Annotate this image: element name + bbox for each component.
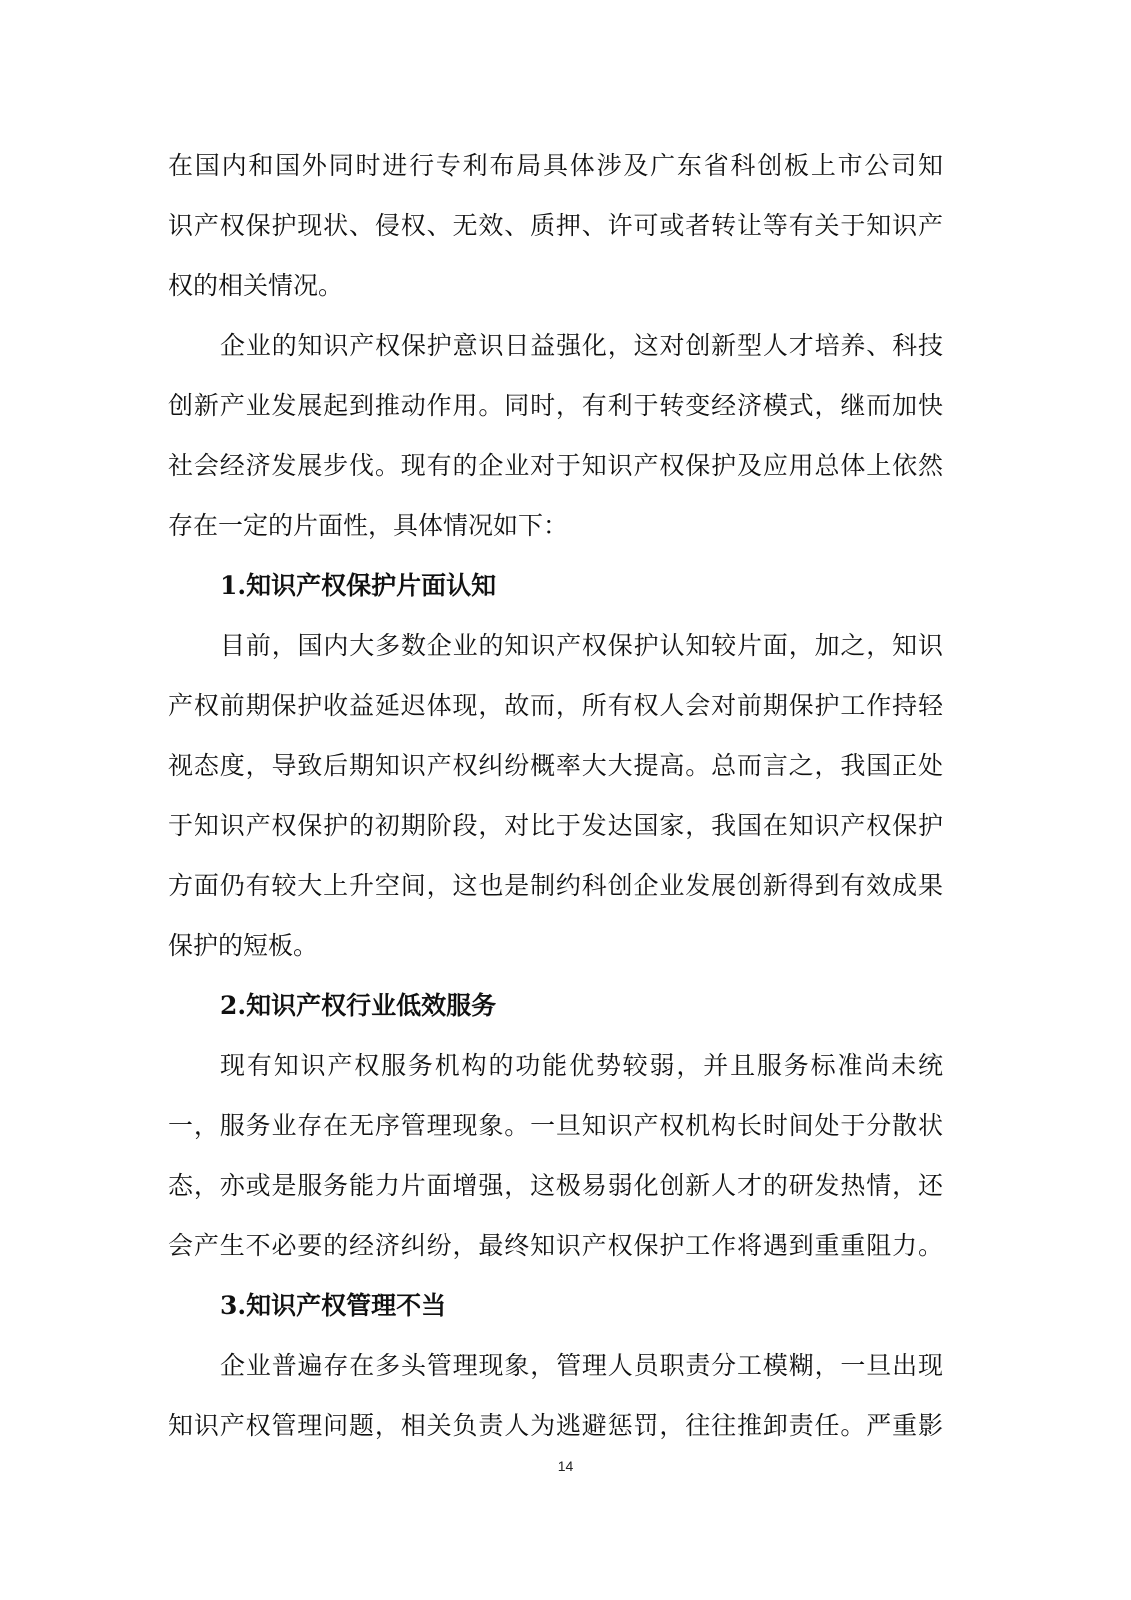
text-line: 保护的短板。 bbox=[168, 931, 319, 960]
text-line: 现有知识产权服务机构的功能优势较弱，并且服务标准尚未统 bbox=[220, 1051, 943, 1080]
text-line: 目前，国内大多数企业的知识产权保护认知较片面，加之，知识 bbox=[220, 631, 943, 660]
paragraph bbox=[168, 1036, 943, 1276]
text-line: 企业普遍存在多头管理现象，管理人员职责分工模糊，一旦出现 bbox=[220, 1351, 943, 1380]
text-line: 会产生不必要的经济纠纷，最终知识产权保护工作将遇到重重阻力。 bbox=[168, 1231, 943, 1260]
page-content bbox=[168, 136, 943, 1456]
text-line: 于知识产权保护的初期阶段，对比于发达国家，我国在知识产权保护 bbox=[168, 811, 943, 840]
text-line: 在国内和国外同时进行专利布局具体涉及广东省科创板上市公司知 bbox=[168, 151, 943, 180]
paragraph bbox=[168, 316, 943, 556]
text-line: 视态度，导致后期知识产权纠纷概率大大提高。总而言之，我国正处 bbox=[168, 751, 943, 780]
page-number: 14 bbox=[557, 1458, 574, 1474]
text-line: 方面仍有较大上升空间，这也是制约科创企业发展创新得到有效成果 bbox=[168, 871, 943, 900]
text-line: 创新产业发展起到推动作用。同时，有利于转变经济模式，继而加快 bbox=[168, 391, 943, 420]
text-line: 权的相关情况。 bbox=[168, 271, 344, 300]
text-line: 存在一定的片面性，具体情况如下： bbox=[168, 511, 569, 540]
text-line: 识产权保护现状、侵权、无效、质押、许可或者转让等有关于知识产 bbox=[168, 211, 943, 240]
text-line: 知识产权管理问题，相关负责人为逃避惩罚，往往推卸责任。严重影 bbox=[168, 1411, 943, 1440]
text-line: 社会经济发展步伐。现有的企业对于知识产权保护及应用总体上依然 bbox=[168, 451, 943, 480]
paragraph bbox=[168, 1336, 943, 1456]
text-line: 一，服务业存在无序管理现象。一旦知识产权机构长时间处于分散状 bbox=[168, 1111, 943, 1140]
section-heading: 1.知识产权保护片面认知 bbox=[220, 571, 497, 600]
text-line: 态，亦或是服务能力片面增强，这极易弱化创新人才的研发热情，还 bbox=[168, 1171, 943, 1200]
text-line: 企业的知识产权保护意识日益强化，这对创新型人才培养、科技 bbox=[220, 331, 943, 360]
text-line: 产权前期保护收益延迟体现，故而，所有权人会对前期保护工作持轻 bbox=[168, 691, 943, 720]
section-heading: 2.知识产权行业低效服务 bbox=[220, 991, 497, 1020]
paragraph bbox=[168, 136, 943, 316]
paragraph bbox=[168, 616, 943, 976]
section-heading: 3.知识产权管理不当 bbox=[220, 1291, 447, 1320]
